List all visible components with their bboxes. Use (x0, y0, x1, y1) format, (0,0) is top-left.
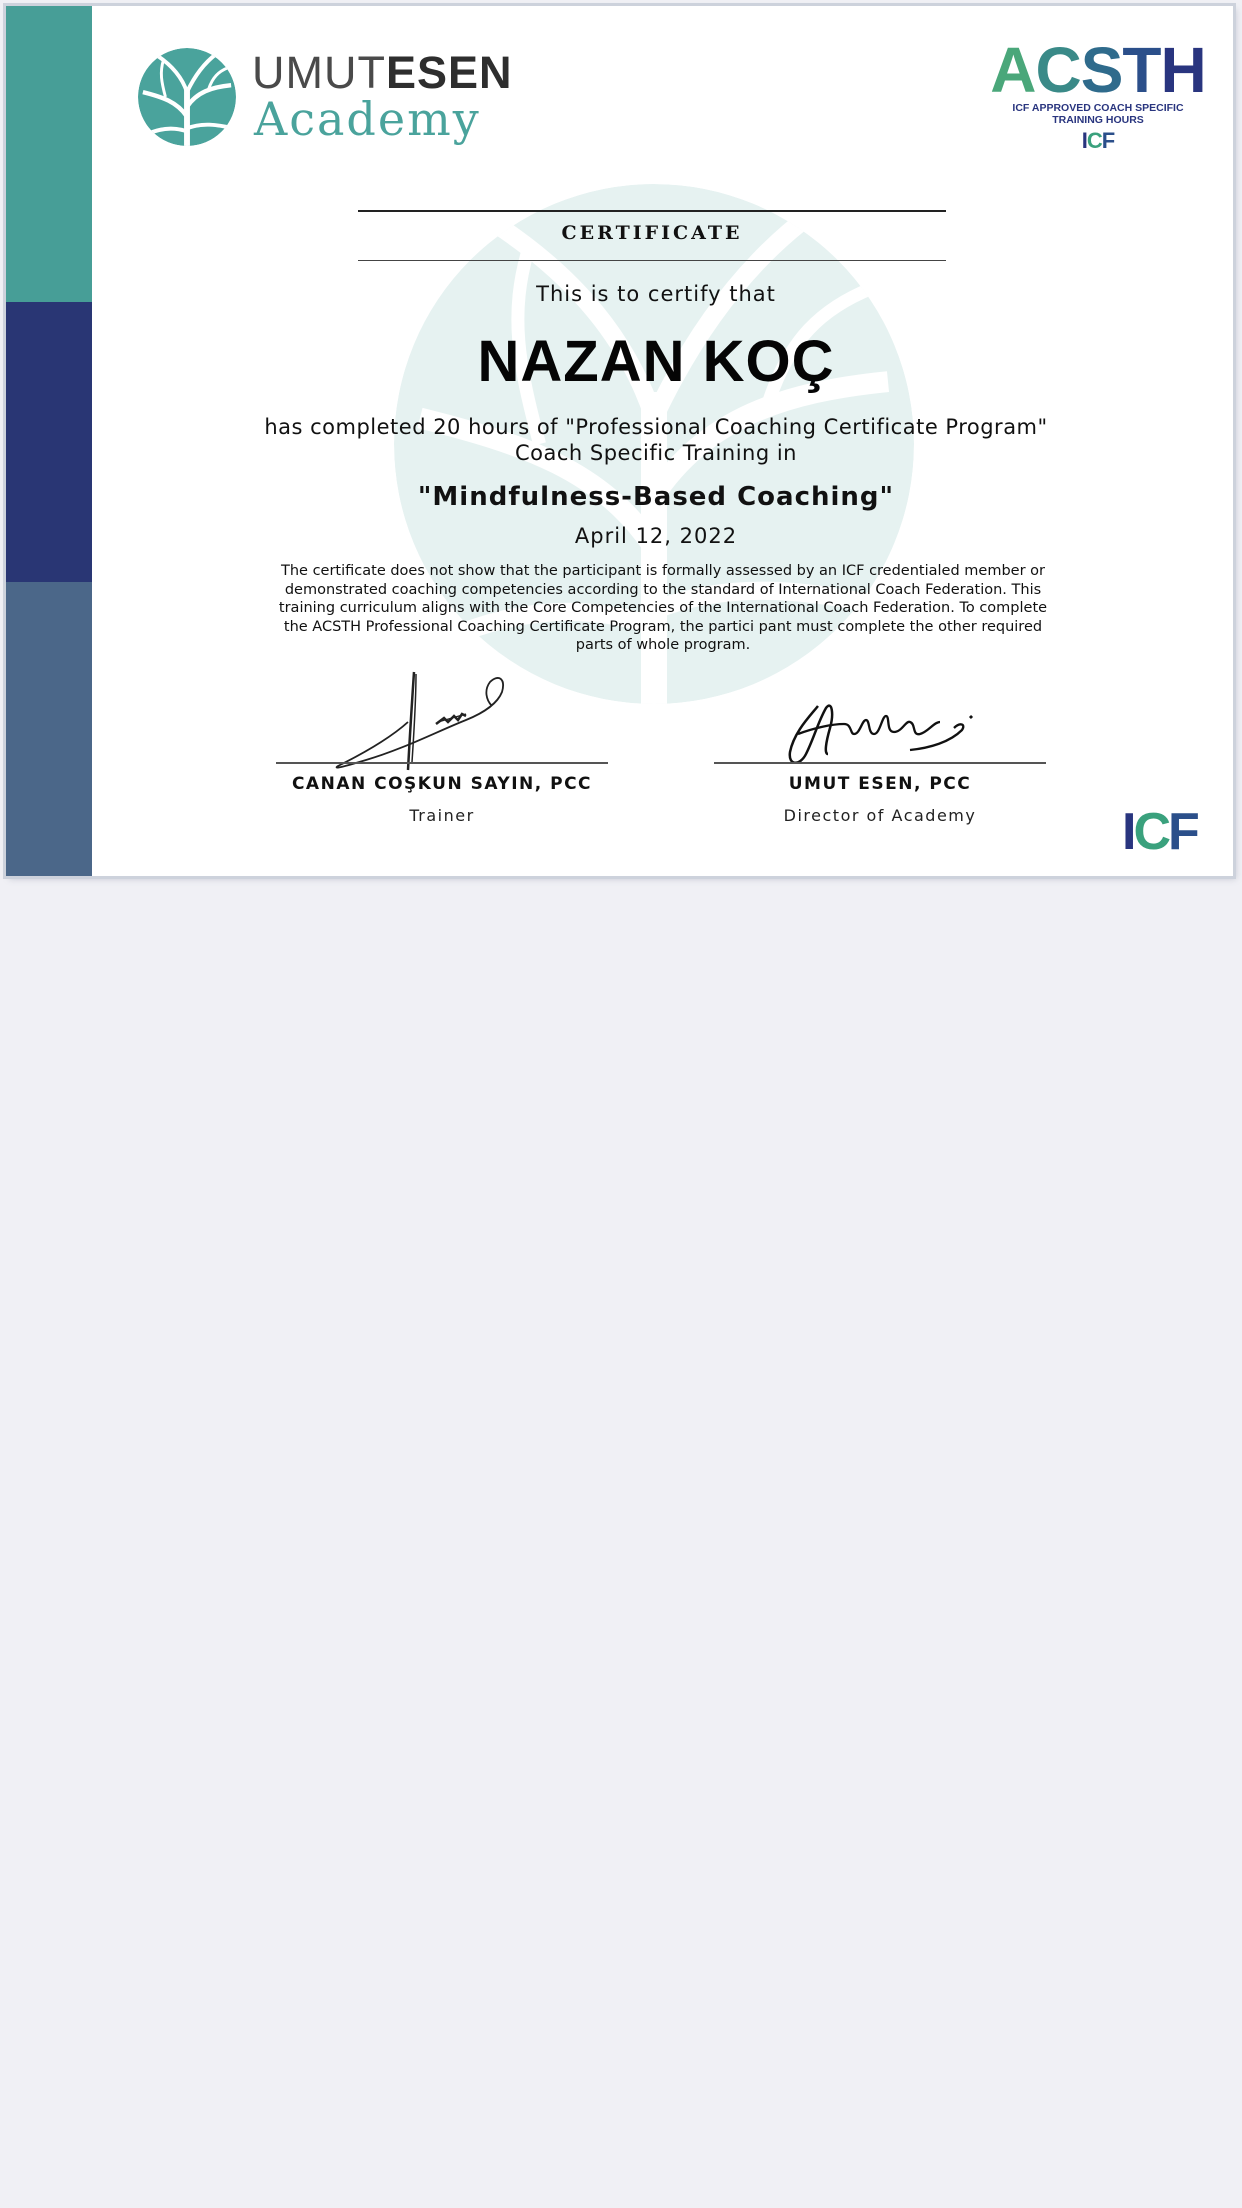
recipient-name: NAZAN KOÇ (477, 329, 835, 394)
completion-text (206, 414, 1106, 466)
acsth-subtitle-line: ICF APPROVED COACH SPECIFIC (1012, 102, 1184, 114)
academy-logo (138, 42, 513, 152)
acsth-subtitle-line: TRAINING HOURS (1052, 114, 1144, 126)
certify-text: This is to certify that (536, 282, 776, 306)
side-stripe-teal (6, 6, 92, 302)
completion-line: has completed 20 hours of "Professional Coaching Certificate Program" (264, 415, 1048, 439)
icf-corner-logo (1122, 803, 1197, 861)
acsth-logo (982, 34, 1214, 162)
certificate-page (6, 6, 1233, 876)
trainer-signature-block (276, 662, 608, 832)
icf-letter: F (1101, 128, 1115, 153)
trainer-signature (276, 662, 608, 774)
tree-emblem-icon (138, 48, 236, 146)
trainer-role: Trainer (409, 806, 475, 825)
certificate-heading: CERTIFICATE (561, 222, 743, 244)
trainer-name: CANAN COŞKUN SAYIN, PCC (291, 774, 593, 794)
trainer-signature-line (276, 762, 608, 764)
acsth-letter: T (1122, 34, 1161, 106)
director-signature-line (714, 762, 1046, 764)
completion-line: Coach Specific Training in (514, 441, 797, 465)
director-name: UMUT ESEN, PCC (788, 774, 972, 794)
acsth-subtitle (982, 102, 1214, 126)
director-signature (714, 662, 1046, 774)
course-name: "Mindfulness-Based Coaching" (417, 482, 895, 512)
icf-letter: F (1168, 803, 1197, 861)
acsth-letter: H (1160, 34, 1206, 106)
heading-rule-top (358, 210, 946, 212)
academy-name (252, 47, 513, 98)
icf-letter: C (1133, 803, 1169, 861)
certificate-date: April 12, 2022 (574, 524, 738, 548)
acsth-letter: S (1080, 34, 1123, 106)
director-signature-block (714, 662, 1046, 832)
acsth-title (982, 34, 1214, 106)
acsth-letter: A (990, 34, 1036, 106)
icf-letter: C (1086, 128, 1102, 153)
academy-subtitle: Academy (254, 92, 481, 146)
academy-name-light: UMUT (252, 47, 386, 98)
side-stripe-navy (6, 302, 92, 582)
icf-small-logo (982, 130, 1214, 152)
acsth-letter: C (1035, 34, 1081, 106)
side-stripe-slate (6, 582, 92, 876)
icf-letter: I (1122, 803, 1134, 861)
icf-letter: I (1081, 128, 1087, 153)
academy-name-bold: ESEN (385, 47, 513, 98)
director-role: Director of Academy (783, 806, 977, 825)
disclaimer-text: The certificate does not show that the participant is formally assessed by an ICF credentialed member or demonstrated coaching competencies according to the standard of International Coach Federation. This training curriculum aligns with the Core Competencies of the International Coach Federation. To complete the ACSTH Professional Coaching Certificate Program, the partici pant must complete the other required parts of whole program. (278, 563, 1048, 653)
heading-rule-bottom (358, 260, 946, 261)
